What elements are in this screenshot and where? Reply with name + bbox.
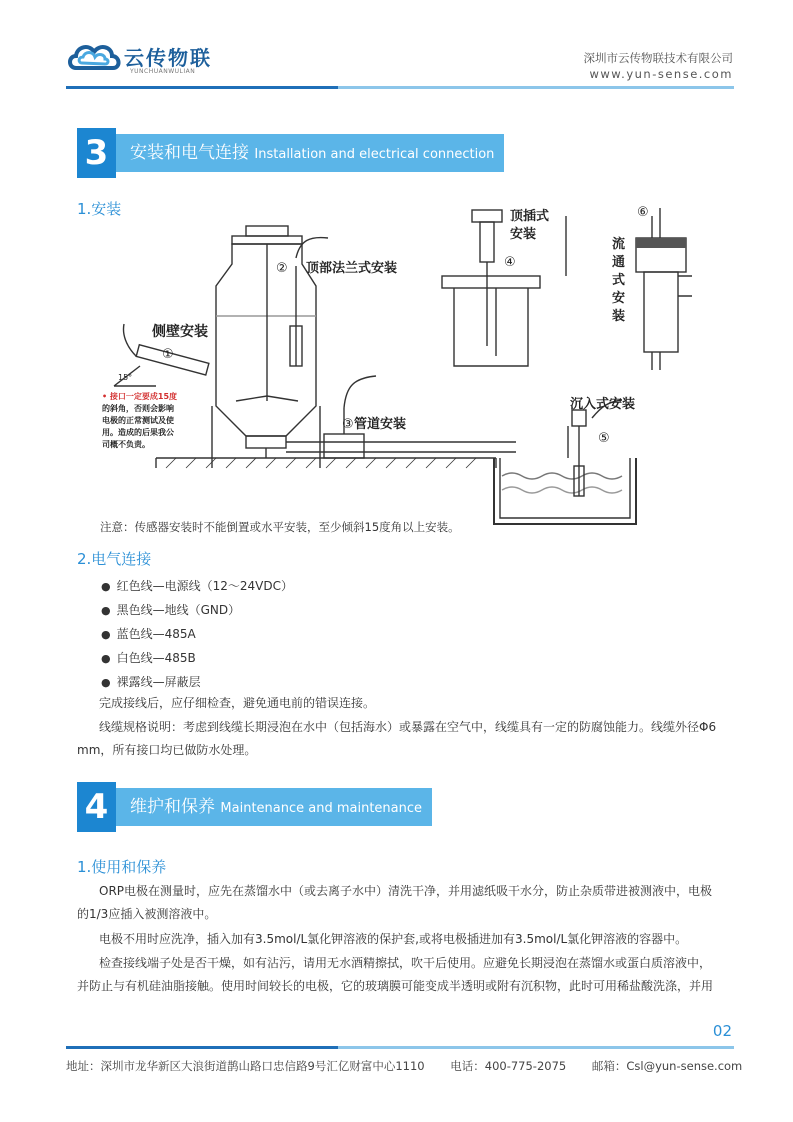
bullet-item: ● 裸露线—屏蔽层	[101, 675, 201, 689]
label-top-flange: 顶部法兰式安装	[306, 261, 398, 276]
footer-phone: 电话：400-775-2075	[450, 1059, 567, 1073]
cable-spec-text: 线缆规格说明：考虑到线缆长期浸泡在水中（包括海水）或暴露在空气中，线缆具有一定的防腐蚀能力。线缆外径Φ6 mm，所有接口均已做防水处理。	[77, 720, 717, 757]
usage-para-1: ORP电极在测量时，应先在蒸馏水中（或去离子水中）清洗干净，并用滤纸吸干水分，防止杂质带进被测液中，电极的1/3应插入被测溶液中。	[77, 884, 713, 921]
page-header	[0, 0, 793, 100]
company-info	[584, 50, 734, 82]
warning-line-2: 的斜角，否则会影响	[102, 404, 174, 413]
label-top-insert-2: 安装	[510, 227, 537, 242]
bullet-item: ● 红色线—电源线（12～24VDC）	[101, 579, 293, 593]
wiring-check-text: 完成接线后，应仔细检查，避免通电前的错误连接。	[99, 696, 376, 710]
usage-para-2: 电极不用时应洗净，插入加有3.5mol/L氯化钾溶液的保护套,或将电极插进加有3.5mol/L氯化钾溶液的容器中。	[99, 932, 688, 946]
label-top-insert-1: 顶插式	[510, 209, 550, 224]
section-number: 3	[77, 128, 116, 178]
logo-subtext: YUNCHUANWULIAN	[130, 68, 196, 75]
install-note: 注意：传感器安装时不能倒置或水平安装，至少倾斜15度角以上安装。	[100, 520, 460, 534]
callout-1: ①	[162, 347, 174, 362]
bullet-item: ● 黑色线—地线（GND）	[101, 603, 241, 617]
section-title-cn: 安装和电气连接	[130, 143, 249, 163]
installation-diagram	[96, 196, 736, 532]
callout-2: ②	[276, 261, 288, 276]
section-title-bar	[116, 788, 432, 826]
header-divider-light	[338, 86, 734, 89]
label-angle: 15°	[118, 373, 133, 382]
bullet-item: ● 蓝色线—485A	[101, 627, 196, 641]
footer-divider-light	[338, 1046, 734, 1049]
label-flow-3: 式	[612, 273, 626, 288]
company-name: 深圳市云传物联技术有限公司	[583, 51, 733, 65]
warning-line-1: • 接口一定要成15度	[102, 392, 178, 401]
callout-4: ④	[504, 255, 516, 270]
section-title-bar	[116, 134, 504, 172]
bullet-item: ● 白色线—485B	[101, 651, 196, 665]
section-title-cn: 维护和保养	[130, 797, 215, 817]
label-side-install: 侧壁安装	[152, 324, 208, 340]
install-heading: 1.安装	[77, 200, 122, 218]
footer-email: 邮箱：Csl@yun-sense.com	[591, 1059, 743, 1073]
label-flow-5: 装	[612, 309, 626, 324]
header-divider-dark	[66, 86, 338, 89]
page-footer	[66, 1058, 743, 1074]
company-logo	[66, 36, 236, 84]
label-flow-2: 通	[612, 255, 626, 270]
warning-line-3: 电极的正常测试及使	[102, 416, 174, 425]
warning-line-5: 司概不负责。	[102, 440, 150, 449]
label-flow-1: 流	[612, 237, 626, 252]
page-number: 02	[712, 1022, 732, 1040]
section-title-en: Installation and electrical connection	[254, 147, 495, 162]
usage-heading: 1.使用和保养	[77, 858, 167, 876]
section-title-en: Maintenance and maintenance	[220, 801, 423, 816]
warning-line-4: 用。造成的后果我公	[102, 428, 174, 437]
footer-address: 地址：深圳市龙华新区大浪街道鹊山路口忠信路9号汇亿财富中心1110	[66, 1059, 425, 1073]
logo-text: 云传物联	[124, 46, 212, 70]
section-number: 4	[77, 782, 116, 832]
company-website: www.yun-sense.com	[589, 67, 733, 81]
label-submerged-install: 沉入式安装	[570, 397, 636, 412]
cloud-logo-icon	[66, 36, 124, 80]
footer-divider-dark	[66, 1046, 338, 1049]
usage-para-3: 检查接线端子处是否干燥，如有沾污，请用无水酒精擦拭，吹干后使用。应避免长期浸泡在蒸馏水或蛋白质溶液中，并防止与有机硅油脂接触。使用时间较长的电极，它的玻璃膜可能变成半透明或附有沉积物，此时可用稀盐酸洗涤，并用	[77, 956, 714, 993]
callout-3: ③	[342, 417, 354, 432]
electrical-heading: 2.电气连接	[77, 550, 152, 568]
label-pipe-install: 管道安装	[354, 417, 407, 432]
label-flow-4: 安	[612, 291, 626, 306]
callout-5: ⑤	[598, 431, 610, 446]
callout-6: ⑥	[637, 205, 649, 220]
